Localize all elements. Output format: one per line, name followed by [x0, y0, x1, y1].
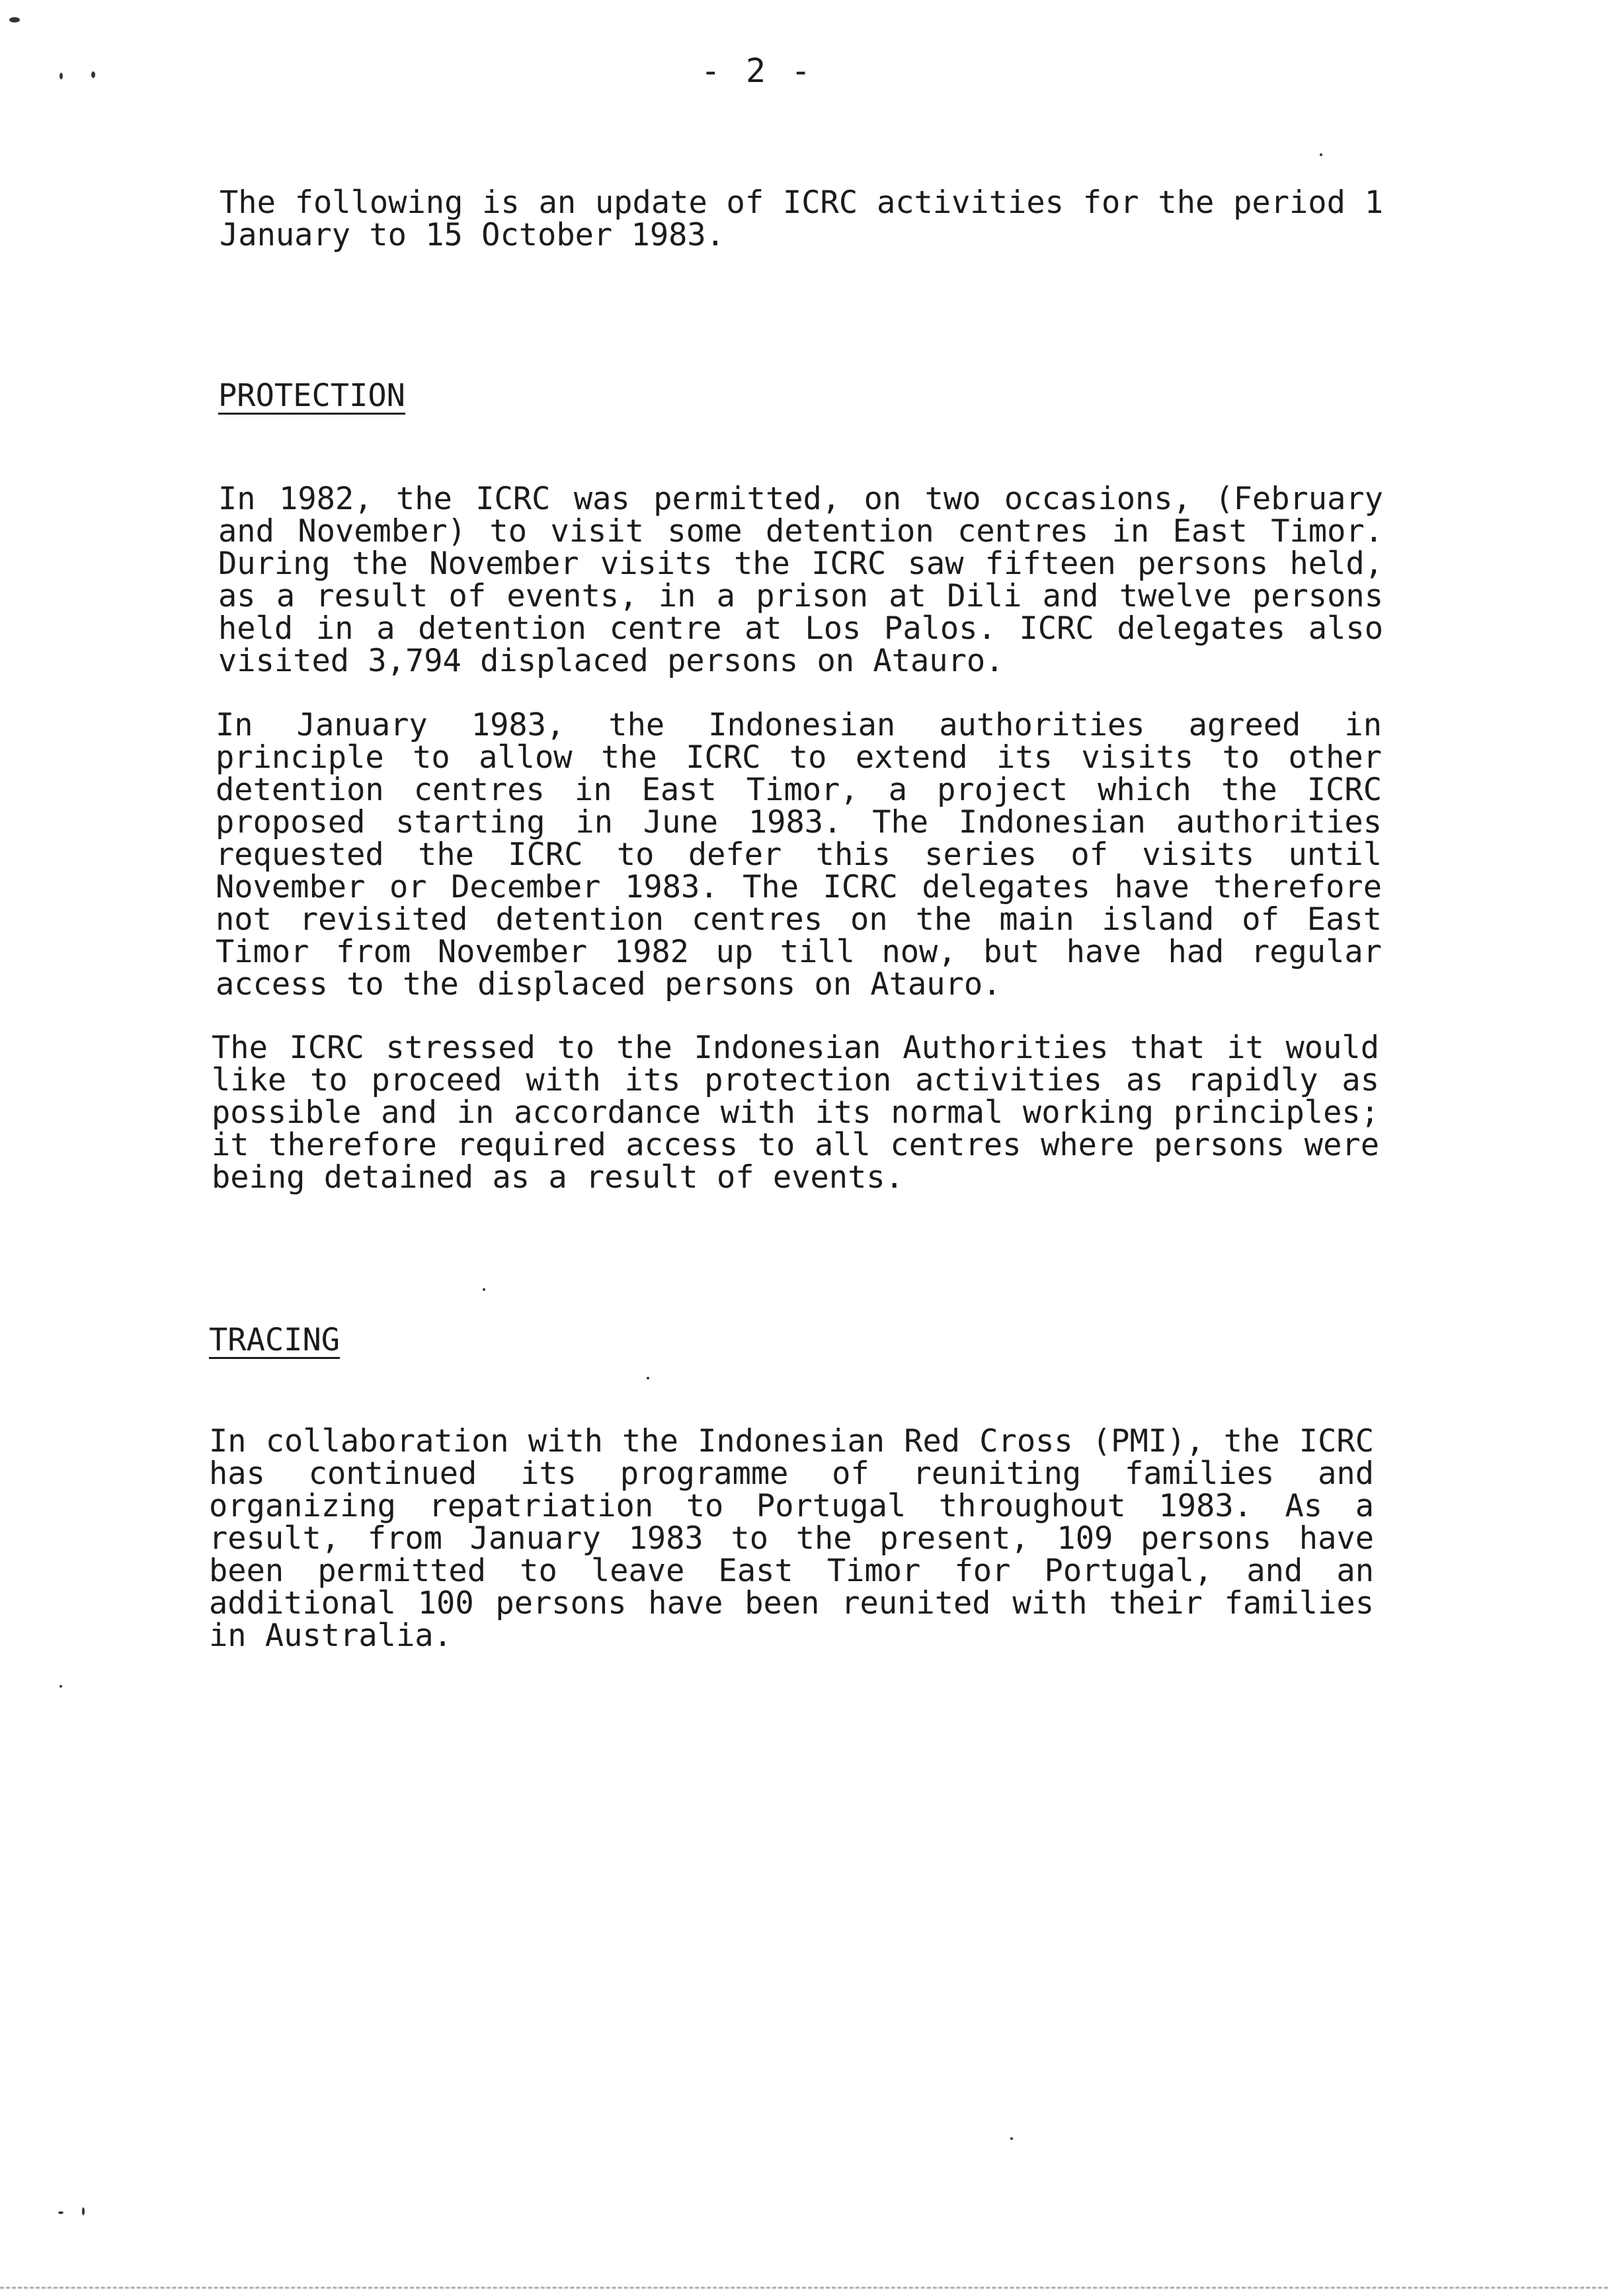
protection-paragraph-2: In January 1983, the Indonesian authorities agreed in principle to allow the ICRC to extend its visits to other detention centres in East Timor, a project which the ICRC proposed starting in June 1983. The Indonesian authorities requested the ICRC to defer this series of visits until November or December 1983. The ICRC delegates have therefore not revisited detention centres on the main island of East Timor from November 1982 up till now, but have had regular access to the displaced persons on Atauro. [216, 707, 1382, 1003]
scan-speck [58, 2211, 63, 2214]
scan-edge-artifact [0, 2287, 1608, 2289]
protection-paragraph-3: The ICRC stressed to the Indonesian Authorities that it would like to proceed with its protection activities as rapidly as possible and in accordance with its normal working principles; it therefore required access to all centres where persons were being detained as a result of events. [212, 1030, 1379, 1196]
scan-speck [60, 1685, 62, 1688]
tracing-paragraph-1: In collaboration with the Indonesian Red Cross (PMI), the ICRC has continued its programme of reuniting families and organizing repatriation to Portugal throughout 1983. As a result, from January 1983 to the present, 109 persons have been permitted to leave East Timor for Portugal, and an additional 100 persons have been reunited with their families in Australia. [209, 1423, 1374, 1654]
section-heading-protection: PROTECTION [218, 378, 405, 414]
scan-speck [647, 1377, 649, 1379]
scan-speck [1010, 2137, 1013, 2140]
protection-paragraph-1: In 1982, the ICRC was permitted, on two occasions, (February and November) to visit some detention centres in East Timor. During the November visits the ICRC saw fifteen persons held, as a result of events, in a prison at Dili and twelve persons held in a detention centre at Los Palos. ICRC delegates also visited 3,794 displaced persons on Atauro. [218, 481, 1383, 679]
section-heading-tracing: TRACING [209, 1322, 341, 1358]
scan-speck [82, 2207, 85, 2215]
scan-speck [1320, 153, 1322, 156]
scan-speck [483, 1288, 485, 1291]
scan-speck [91, 71, 95, 78]
intro-paragraph: The following is an update of ICRC activities for the period 1 January to 15 October 1983. [220, 184, 1383, 253]
scan-speck [9, 17, 20, 22]
page-number: - 2 - [700, 52, 814, 90]
scan-speck [60, 73, 63, 79]
